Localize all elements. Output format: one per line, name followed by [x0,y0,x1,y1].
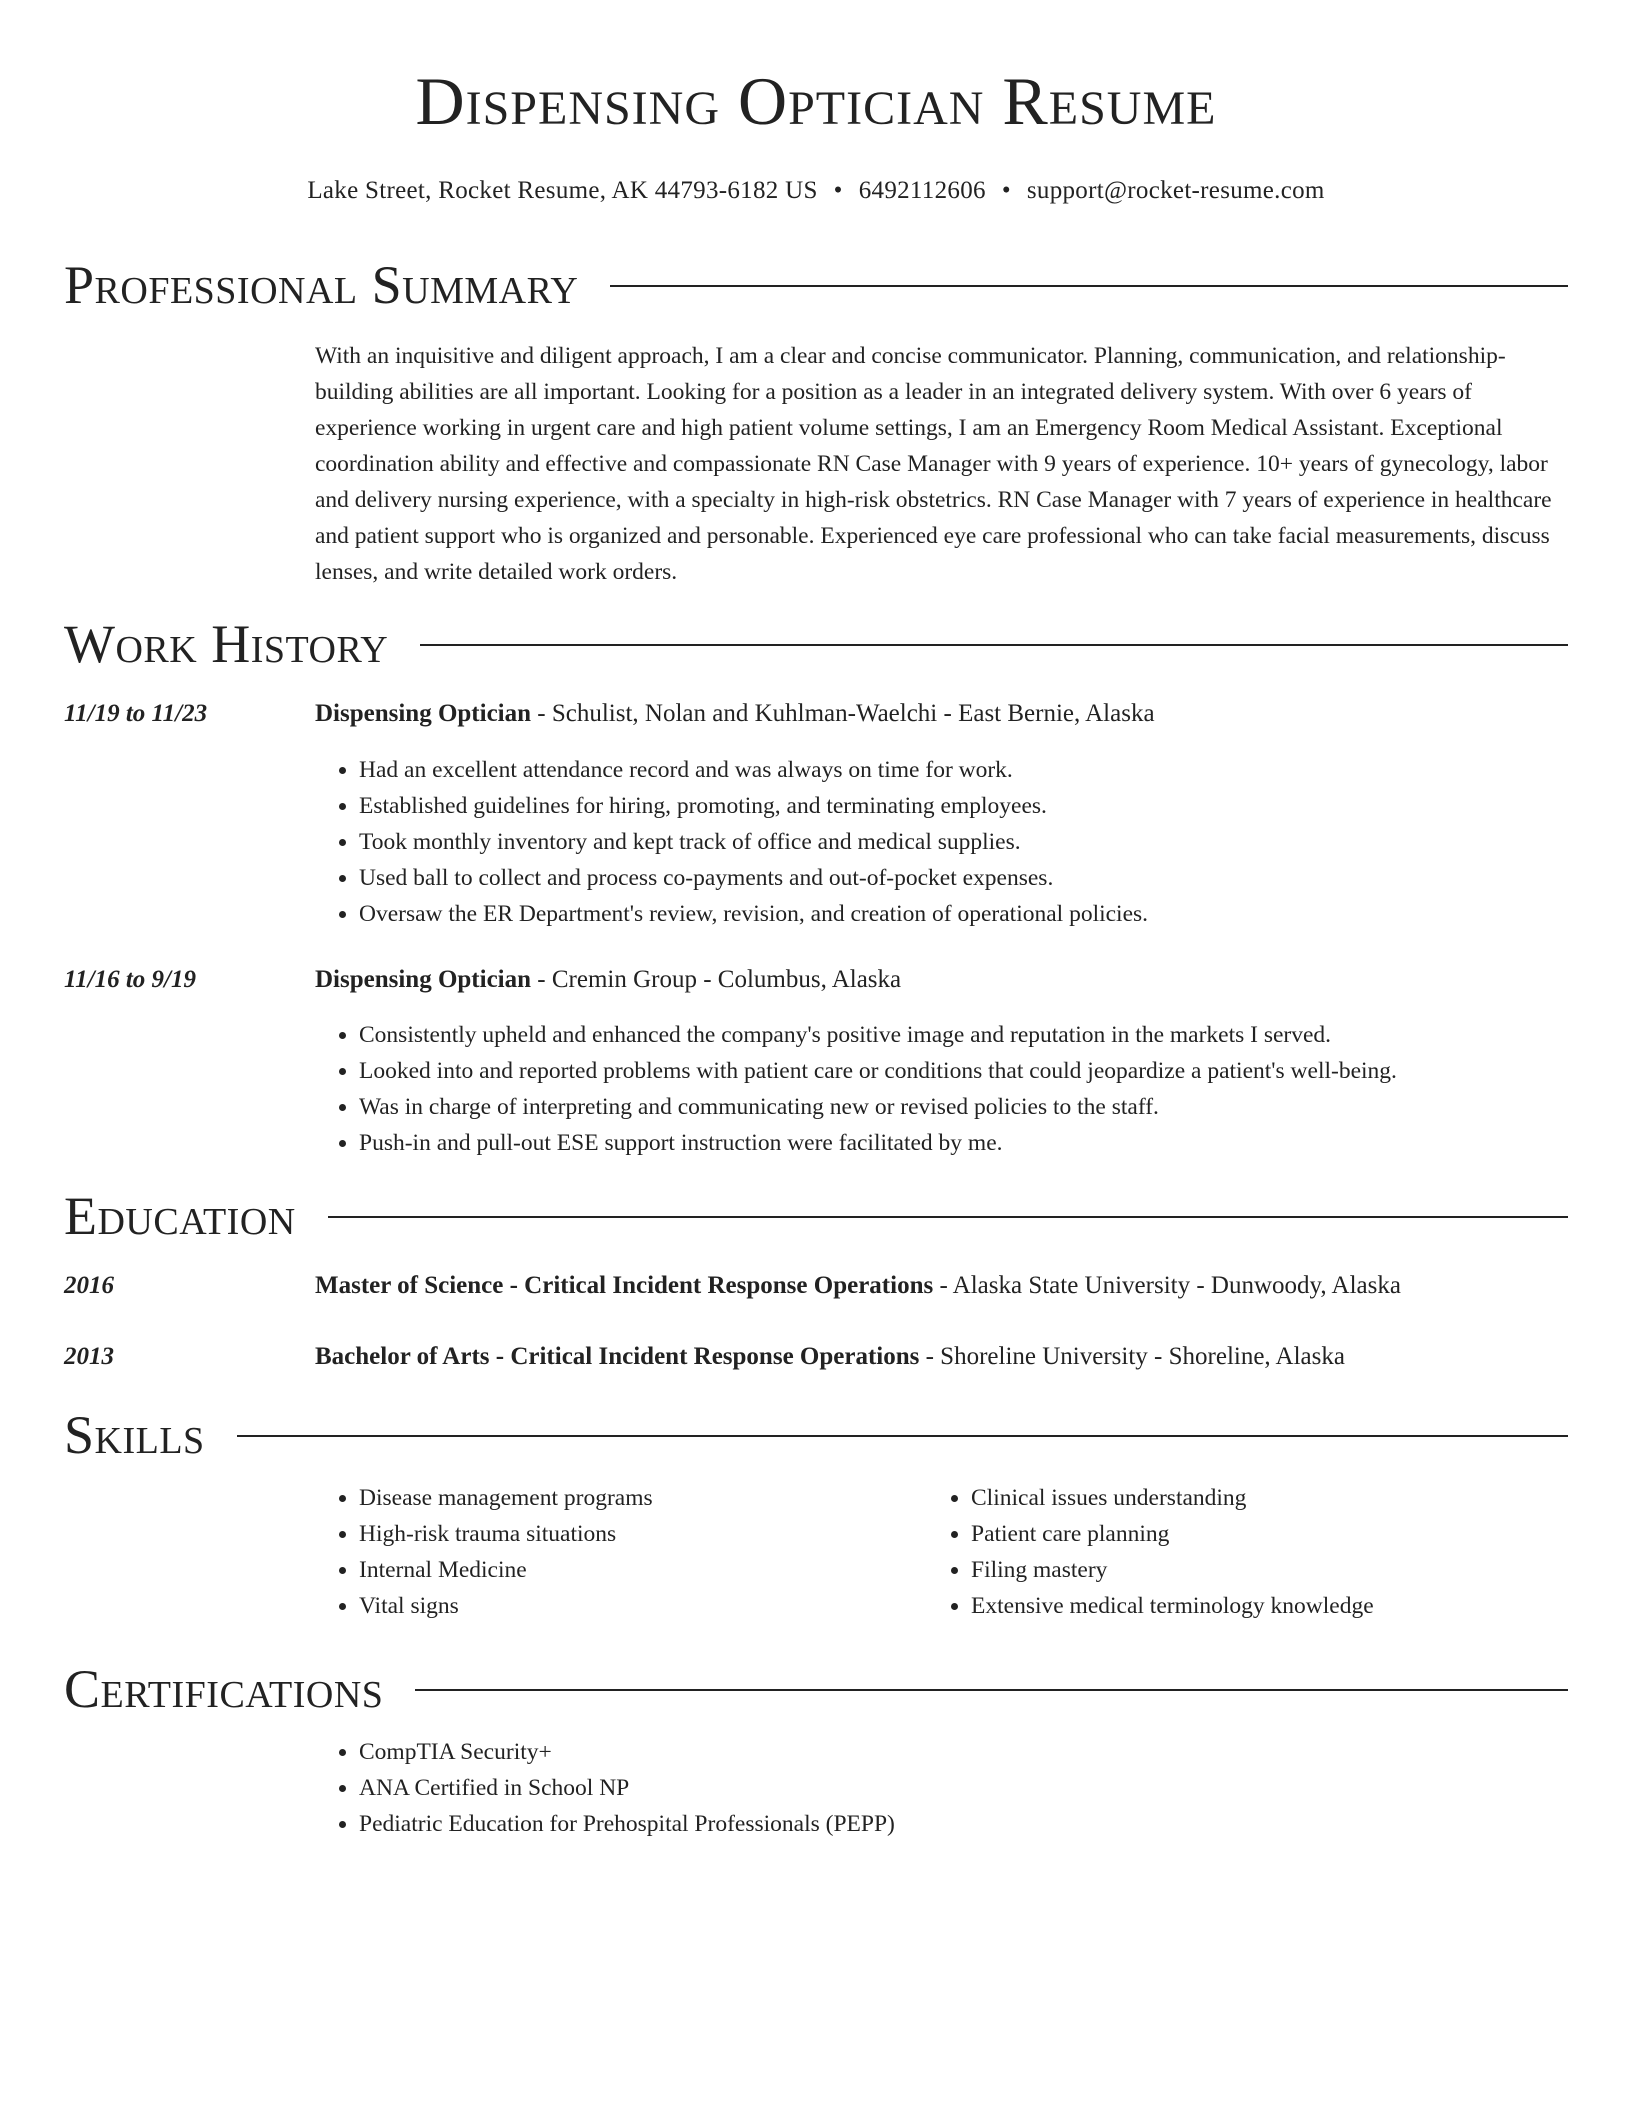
education-description [315,1340,1345,1374]
section-header-work [64,609,1568,679]
education-year: 2016 [64,1272,114,1299]
list-item: • Used ball to collect and process co-payments and out-of-pocket expenses. [359,860,1614,896]
list-item: • Pediatric Education for Prehospital Professionals (PEPP) [359,1806,1614,1842]
list-item: • CompTIA Security+ [359,1734,1614,1770]
education-details: - Alaska State University - Dunwoody, Alaska [933,1272,1401,1299]
section-header-education [64,1181,1568,1251]
list-item: • Took monthly inventory and kept track of office and medical supplies. [359,824,1614,860]
list-item: • Had an excellent attendance record and was always on time for work. [359,752,1614,788]
section-header-summary [64,250,1568,320]
section-title-education: Education [64,1186,296,1246]
list-item: • ANA Certified in School NP [359,1770,1614,1806]
list-item: • Was in charge of interpreting and communicating new or revised policies to the staff. [359,1089,1614,1125]
education-details: - Shoreline University - Shoreline, Alaska [919,1343,1345,1370]
contact-phone: 6492112606 [858,177,986,204]
section-divider [237,1435,1568,1437]
job-bullets [315,1017,1614,1161]
contact-address: Lake Street, Rocket Resume, AK 44793-6182 US [307,177,818,204]
section-title-skills: Skills [64,1405,205,1465]
list-item: • Extensive medical terminology knowledge [971,1588,1611,1624]
section-divider [415,1689,1568,1691]
section-divider [328,1216,1568,1218]
list-item: • Clinical issues understanding [971,1480,1611,1516]
page-title: Dispensing Optician Resume [415,63,1217,139]
job-description [315,963,901,997]
job-details: - Schulist, Nolan and Kuhlman-Waelchi - East Bernie, Alaska [531,700,1155,727]
section-header-certifications [64,1654,1568,1724]
list-item: • Oversaw the ER Department's review, revision, and creation of operational policies. [359,896,1614,932]
contact-line [64,174,1568,208]
skills-list-right [927,1480,1611,1624]
separator-dot: • [1001,177,1011,204]
job-bullets [315,752,1614,932]
contact-email: support@rocket-resume.com [1026,177,1325,204]
section-divider [420,644,1568,646]
section-title-certifications: Certifications [64,1659,384,1719]
list-item: • Patient care planning [971,1516,1611,1552]
education-year: 2013 [64,1343,114,1370]
list-item: • Established guidelines for hiring, promoting, and terminating employees. [359,788,1614,824]
list-item: • Consistently upheld and enhanced the company's positive image and reputation in the markets I served. [359,1017,1614,1053]
section-title-work: Work History [64,614,389,674]
education-degree: Master of Science - Critical Incident Response Operations [315,1272,934,1299]
separator-dot: • [833,177,843,204]
list-item: • Filing mastery [971,1552,1611,1588]
list-item: • Push-in and pull-out ESE support instruction were facilitated by me. [359,1125,1614,1161]
job-dates: 11/16 to 9/19 [64,966,196,993]
section-divider [610,285,1568,287]
job-description [315,697,1155,731]
skills-list-left [315,1480,919,1624]
list-item: • High-risk trauma situations [359,1516,919,1552]
section-title-summary: Professional Summary [64,255,579,315]
list-item: • Vital signs [359,1588,919,1624]
list-item: • Internal Medicine [359,1552,919,1588]
education-description [315,1269,1401,1303]
certifications-list [315,1734,1614,1842]
education-degree: Bachelor of Arts - Critical Incident Response Operations [315,1343,920,1370]
job-title: Dispensing Optician [315,966,532,993]
list-item: • Disease management programs [359,1480,919,1516]
section-header-skills [64,1400,1568,1470]
job-details: - Cremin Group - Columbus, Alaska [531,966,902,993]
summary-text: With an inquisitive and diligent approach, I am a clear and concise communicator. Planning, communication, and relationship-building abilities are all important. Looking for a position as a leader in an integrated delivery system. With over 6 years of experience working in urgent care and high patient volume settings, I am an Emergency Room Medical Assistant. Exceptional coordination ability and effective and compassionate RN Case Manager with 9 years of experience. 10+ years of gynecology, labor and delivery nursing experience, with a specialty in high-risk obstetrics. RN Case Manager with 7 years of experience in healthcare and patient support who is organized and personable. Experienced eye care professional who can take facial measurements, discuss lenses, and write detailed work orders. [315,343,1552,585]
list-item: • Looked into and reported problems with patient care or conditions that could jeopardize a patient's well-being. [359,1053,1614,1089]
job-title: Dispensing Optician [315,700,532,727]
job-dates: 11/19 to 11/23 [64,700,208,727]
